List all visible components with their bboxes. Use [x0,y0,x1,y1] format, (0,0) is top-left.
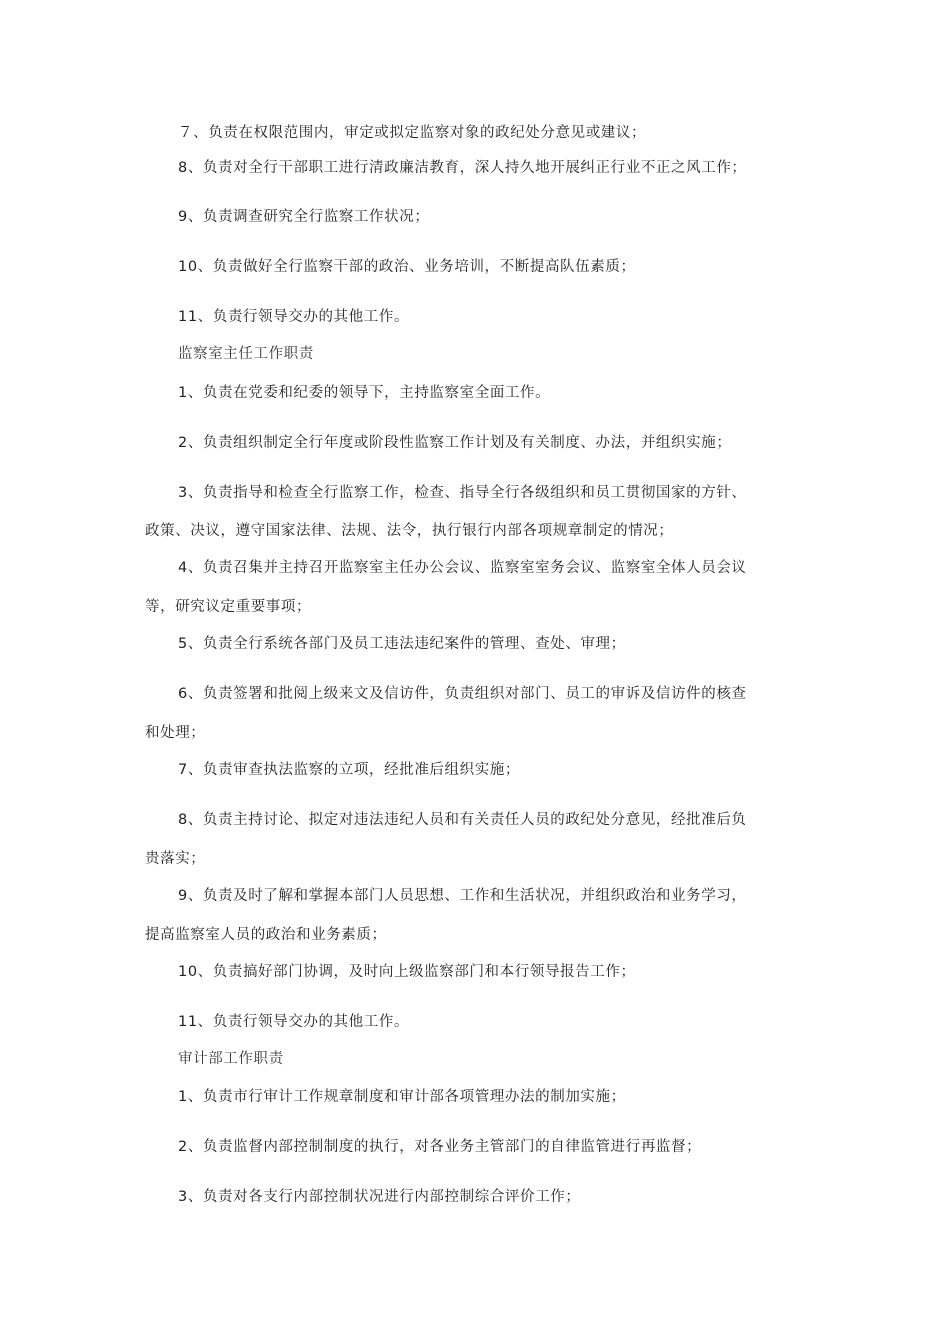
paragraph-line: 1、负责在党委和纪委的领导下，主持监察室全面工作。 [178,385,551,401]
paragraph-line: ７、负责在权限范围内，审定或拟定监察对象的政纪处分意见或建议； [178,125,647,141]
paragraph-line: 3、负责指导和检查全行监察工作，检查、指导全行各级组织和员工贯彻国家的方针、 [178,485,747,501]
section-heading: 监察室主任工作职责 [178,346,314,362]
section-heading: 审计部工作职责 [178,1051,284,1067]
paragraph-line: 3、负责对各支行内部控制状况进行内部控制综合评价工作； [178,1189,581,1205]
paragraph-line: 11、负责行领导交办的其他工作。 [178,309,410,325]
paragraph-line: 7、负责审查执法监察的立项，经批准后组织实施； [178,762,521,778]
paragraph-line: 5、负责全行系统各部门及员工违法违纪案件的管理、查处、审理； [178,636,626,652]
paragraph-line: 9、负责调查研究全行监察工作状况； [178,209,430,225]
paragraph-line: 等，研究议定重要事项； [145,599,312,615]
paragraph-line: 8、负责主持讨论、拟定对违法违纪人员和有关责任人员的政纪处分意见，经批准后负 [178,812,747,828]
paragraph-line: 10、负责搞好部门协调，及时向上级监察部门和本行领导报告工作； [178,964,636,980]
paragraph-line: 提高监察室人员的政治和业务素质； [145,927,387,943]
paragraph-line: 2、负责监督内部控制制度的执行，对各业务主管部门的自律监管进行再监督； [178,1139,702,1155]
paragraph-line: 政策、决议，遵守国家法律、法规、法令，执行银行内部各项规章制定的情况； [145,523,674,539]
paragraph-line: 6、负责签署和批阅上级来文及信访件，负责组织对部门、员工的审诉及信访件的核查 [178,686,747,702]
paragraph-line: 贵落实； [145,851,206,867]
paragraph-line: 4、负责召集并主持召开监察室主任办公会议、监察室室务会议、监察室全体人员会议 [178,560,747,576]
paragraph-line: 1、负责市行审计工作规章制度和审计部各项管理办法的制加实施； [178,1089,626,1105]
paragraph-line: 11、负责行领导交办的其他工作。 [178,1014,410,1030]
paragraph-line: 9、负责及时了解和掌握本部门人员思想、工作和生活状况，并组织政治和业务学习， [178,888,747,904]
paragraph-line: 和处理； [145,725,206,741]
paragraph-line: 8、负责对全行干部职工进行清政廉洁教育，深人持久地开展纠正行业不正之风工作； [178,160,747,176]
paragraph-line: 10、负责做好全行监察干部的政治、业务培训，不断提高队伍素质； [178,259,636,275]
paragraph-line: 2、负责组织制定全行年度或阶段性监察工作计划及有关制度、办法，并组织实施； [178,435,732,451]
